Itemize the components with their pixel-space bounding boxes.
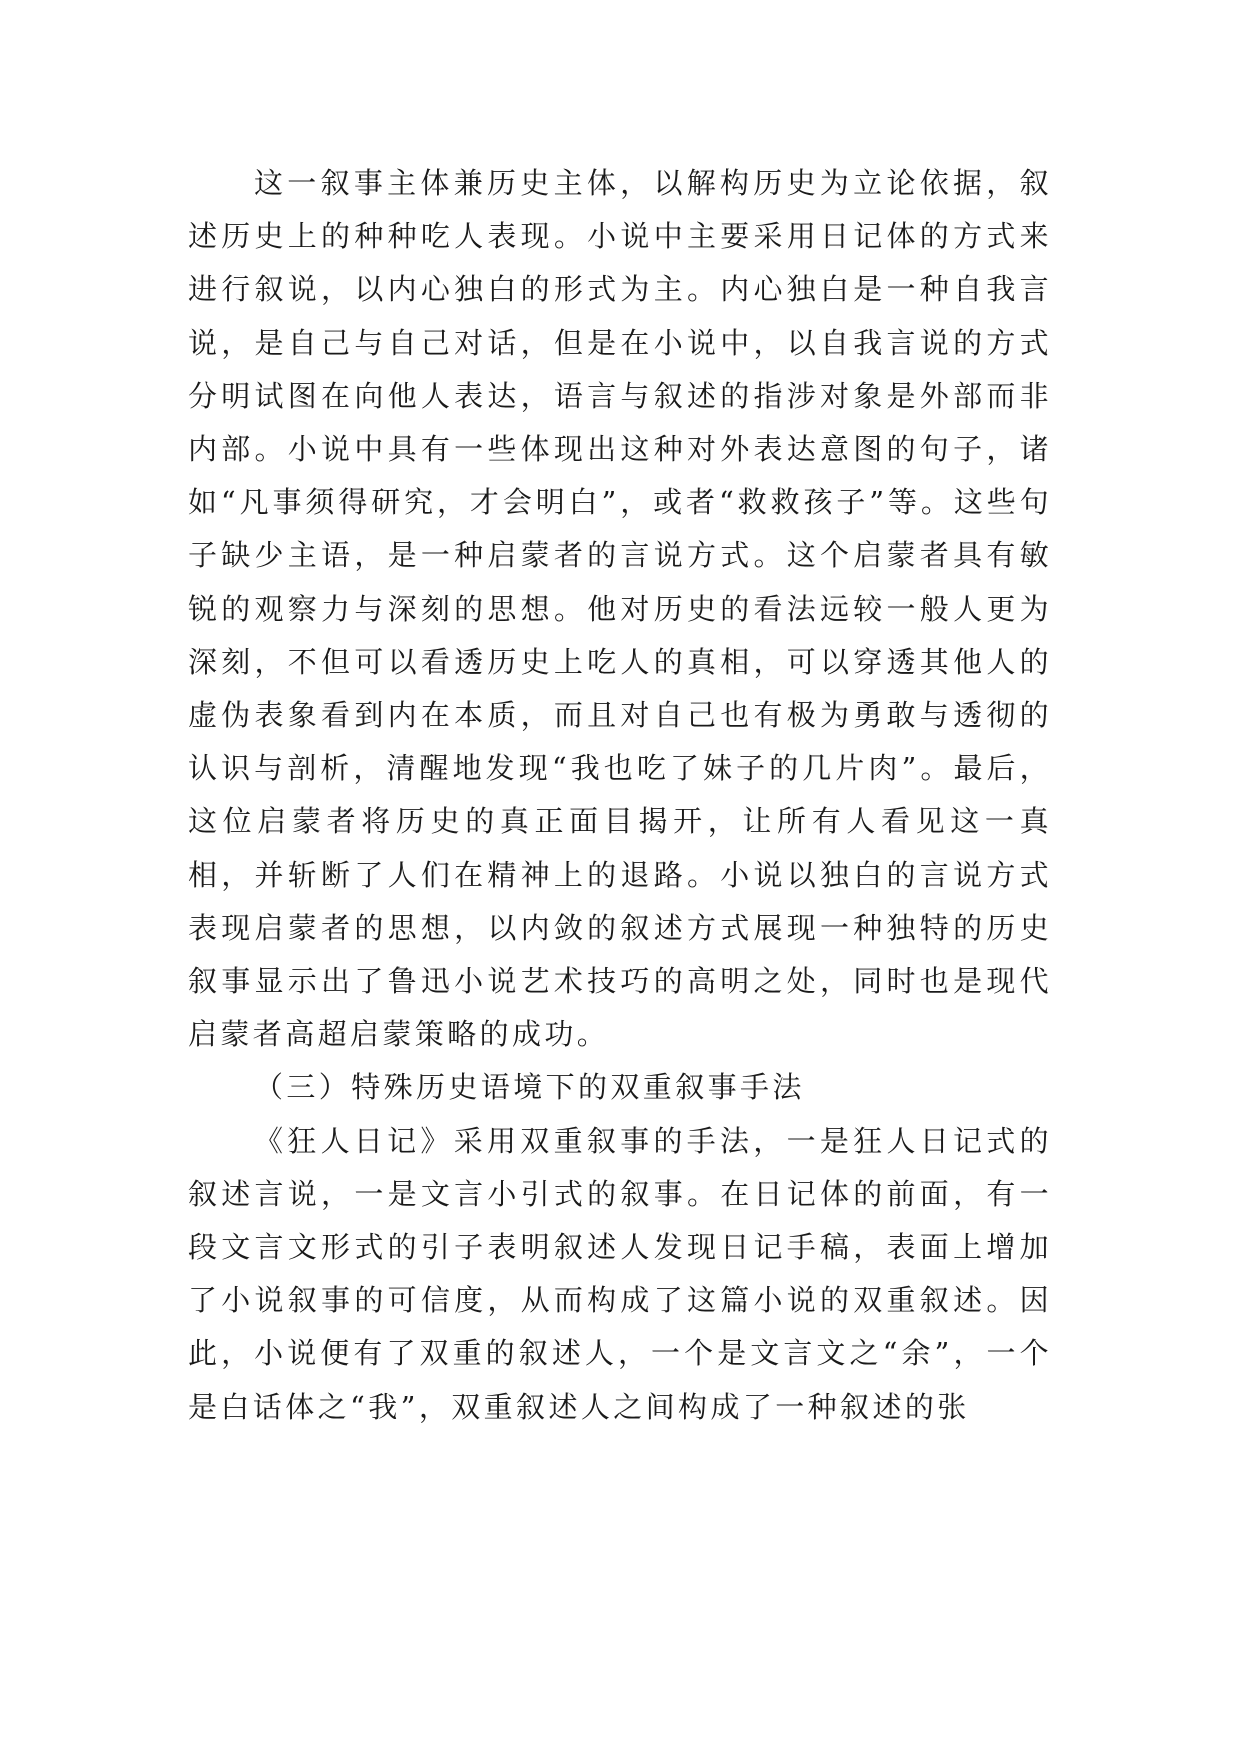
body-paragraph-1: 这一叙事主体兼历史主体，以解构历史为立论依据，叙述历史上的种种吃人表现。小说中主要采用日记体的方式来进行叙说，以内心独白的形式为主。内心独白是一种自我言说，是自己与自己对话，但是在小说中，以自我言说的方式分明试图在向他人表达，语言与叙述的指涉对象是外部而非内部。小说中具有一些体现出这种对外表达意图的句子，诸如“凡事须得研究，才会明白”，或者“救救孩子”等。这些句子缺少主语，是一种启蒙者的言说方式。这个启蒙者具有敏锐的观察力与深刻的思想。他对历史的看法远较一般人更为深刻，不但可以看透历史上吃人的真相，可以穿透其他人的虚伪表象看到内在本质，而且对自己也有极为勇敢与透彻的认识与剖析，清醒地发现“我也吃了妹子的几片肉”。最后，这位启蒙者将历史的真正面目揭开，让所有人看见这一真相，并斩断了人们在精神上的退路。小说以独白的言说方式表现启蒙者的思想，以内敛的叙述方式展现一种独特的历史叙事显示出了鲁迅小说艺术技巧的高明之处，同时也是现代启蒙者高超启蒙策略的成功。 bbox=[188, 166, 1052, 1052]
document-page bbox=[188, 157, 1052, 1434]
section-heading: （三）特殊历史语境下的双重叙事手法 bbox=[254, 1070, 805, 1105]
body-paragraph-2: 《狂人日记》采用双重叙事的手法，一是狂人日记式的叙述言说，一是文言小引式的叙事。在日记体的前面，有一段文言文形式的引子表明叙述人发现日记手稿，表面上增加了小说叙事的可信度，从而构成了这篇小说的双重叙述。因此，小说便有了双重的叙述人，一个是文言文之“余”，一个是白话体之“我”，双重叙述人之间构成了一种叙述的张 bbox=[188, 1123, 1052, 1424]
